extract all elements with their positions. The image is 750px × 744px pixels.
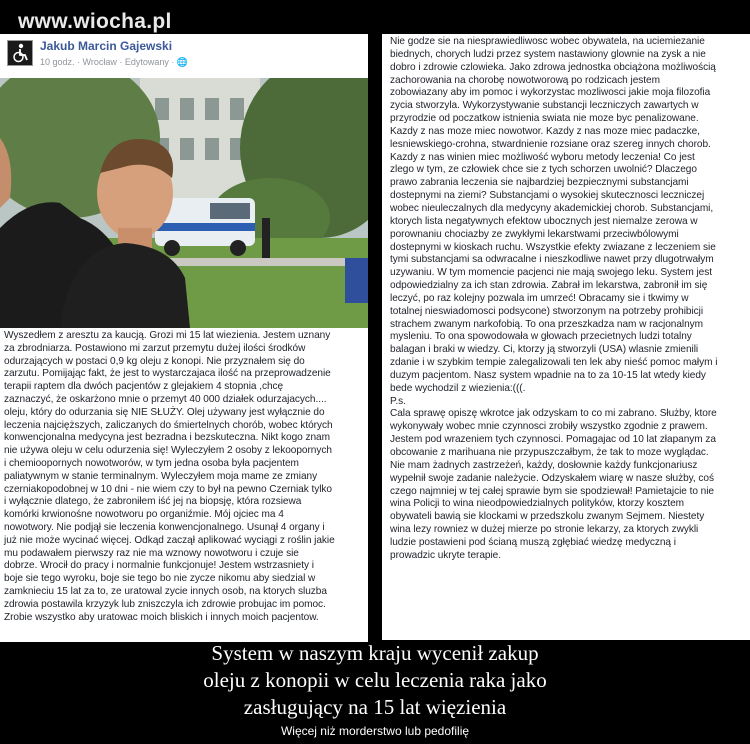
continued-text-panel	[382, 34, 750, 640]
watermark: www.wiocha.pl	[18, 10, 172, 33]
globe-icon: 🌐	[176, 57, 189, 67]
post-header	[0, 34, 368, 78]
caption-line-3: zasługujący na 15 lat więzienia	[243, 695, 507, 719]
meme-subcaption: Więcej niż morderstwo lub pedofilię	[280, 724, 470, 738]
caption-line-2: oleju z konopii w celu leczenia raka jako	[203, 668, 547, 692]
caption-line-1: System w naszym kraju wycenił zakup	[211, 641, 539, 665]
post-photo[interactable]	[0, 78, 368, 328]
avatar[interactable]	[7, 40, 33, 66]
post-author[interactable]: Jakub Marcin Gajewski	[40, 39, 173, 53]
facebook-post	[0, 34, 368, 642]
post-meta-text: 10 godz. · Wrocław · Edytowany ·	[40, 57, 175, 67]
continued-body-text: Nie godze sie na niesprawiedliwosc wobec obywatela, na uciemiezanie biednych, chorych ludzi przez system nastawiony glownie na zysk a nie dobro i zdrowie czlowieka. Jako zdrowa jednostka obciążona możliwością zachorowania na chorobę nowotworową po rodzicach jestem zobowiazany aby im pomoc i wykorzystac mozliwosci jakie moja filozofia zycia stworzyla. Wykorzystywanie substancji leczniczych zawartych w przyrodzie od poczatkow istnienia swiata nie moze byc penalizowane. Kazdy z nas moze miec nowotwor. Kazdy z nas moze miec padaczke, lesniewskiego-crohna, stwardnienie rozsiane oraz szereg innych chorob. Kazdy z nas winien miec możliwość wyboru metody leczenia! Co jest zlego w tym, ze człowiek chce sie z tych schorzen uwolnić? Dlaczego prawo zabrania leczenia sie najbardziej bezpiecznymi substancjami dostepnymi na ziemi? Substancjami o wysokiej skutecznosci leczniczej wobec nieuleczalnych dla medycyny akademickiej chorob. Substancjami, ktorych lista negatywnych efektow ubocznych jest niemalze zerowa w porownaniu chociazby ze zwykłymi lekarstwami przeciwbólowymi dostepnymi w kioskach ruchu. Wszystkie efekty zwiazane z leczeniem sie tymi substancjami sa odwracalne i nieszkodliwe nawet przy dlugotrwałym uzywaniu. W tym momencie pacjenci nie mają swojego leku. System jest odpowiedzialny za ich stan zdrowia. Zabrał im lekarstwa, zabronił im się leczyć, po raz kolejny pozwala im umrzeć! Obracamy sie i tkwimy w totalnej nieswiadomosci podsycone) stworzonym na potrzeby prohibicji strachem zwanym narkofobią. To ona przeszkadza nam w racjonalnym mysleniu. To ona spowodowała w głowach przecietnych ludzi totalny balagan i braki w wiedzy. Ci, ktorzy ją stworzyli (USA) wlasnie zmienili zdanie i w szybkim tempie zalegalizowali ten lek aby nieść pomoc małym i duzym pacjentom. Nasz system wpadnie na to za 10-15 lat wtedy kiedy bede wychodzil z wiezienia:(((. P.s. Cala sprawę opiszę wkrotce jak odzyskam to co mi zabrano. Służby, ktore wykonywały wobec mnie czynnosci zrobiły wszystko zgodnie z prawem. Jestem pod wrazeniem tych czynnosci. Pomagajac od 10 lat złapanym za obcowanie z marihuana nie przypuszczałbym, że tak to moze wyglądac. Nie mam żadnych zastrzeżeń, każdy, dosłownie każdy funkcjonariusz wypełnił swoje zadanie należycie. Odzyskałem wiarę w nasze służby, coś czego najmniej w tej całej sprawie bym sie spodziewał! Pamietajcie to nie wina Policji to wina nieodpowiedzialnych polityków, ktorzy kosztem obywateli bawią sie klockami w przedszkolu zwanym Sejmem. Niestety wina lezy rowniez w dużej mierze po stronie lekarzy, za ktorych zwykli ludzie postawieni pod ścianą muszą zgłębiać wiedzę medyczną i prowadzic ukryte terapie.	[390, 36, 718, 561]
photo-illustration	[0, 78, 368, 328]
meme-caption	[0, 640, 750, 721]
post-body-text: Wyszedłem z aresztu za kaucją. Grozi mi 15 lat wiezienia. Jestem uznany za zbrodniarza. Postawiono mi zarzut przemytu dużej ilości środków odurzających w postaci 0,9 kg oleju z konopi. Nie przyznałem się do zarzutu. Pomijając fakt, że jest to wystarczajaca ilość na przeprowadzenie terapii raptem dla dwóch pacjentów z glejakiem 4 stopnia ,chcę zaznaczyć, że oskarżono mnie o przemyt 40 000 działek odurzajacych.... oleju, który do odurzania się NIE SŁUŻY. Olej używany jest wyłącznie do leczenia najcięższych, zaliczanych do śmiertelnych chorób, wobec których konwencjonalna medycyna jest bezradna i bezskuteczna. Nikt kogo znam nie używa oleju w celu odurzenia się! Wyleczyłem 2 osoby z lekoopornych i chemioopornych nowotworów, w tym jedna osoba była pacjentem paliatywnym w stanie terminalnym. Wyleczyłem moja mame ze zmiany czerniakopodobnej w 10 dni - nie wiem czy to był na pewno Czerniak tylko i wyłącznie dlatego, że zabroniłem iść jej na biopsję, która rozsiewa komórki krwionośne nowotworu po organiźmie. Mój ojciec ma 4 nowotwory. Nie podjął sie leczenia konwencjonalnego. Usunął 4 organy i już nie może wycinać więcej. Odkąd zaczął aplikować wyciągi z roślin jakie mu podawałem pierwszy raz nie ma wznowy nowotworu i czuje sie dobrze. Wrocił do pracy i normalnie funkcjonuje! Jestem wstrzasniety i boje sie tego wyroku, boje sie tego bo nie zycze nikomu aby siedzial w zamknieciu 15 lat za to, ze uratowal zycie innych osob, na ktorych sluzba zdrowia postawila krzyzyk lub zniszczyla ich zdrowie probujac im pomoc. Zrobie wszystko aby uratowac moich bliskich i innych moich pacjentow.	[4, 330, 335, 623]
wheelchair-icon	[8, 41, 32, 65]
post-meta	[40, 57, 188, 68]
